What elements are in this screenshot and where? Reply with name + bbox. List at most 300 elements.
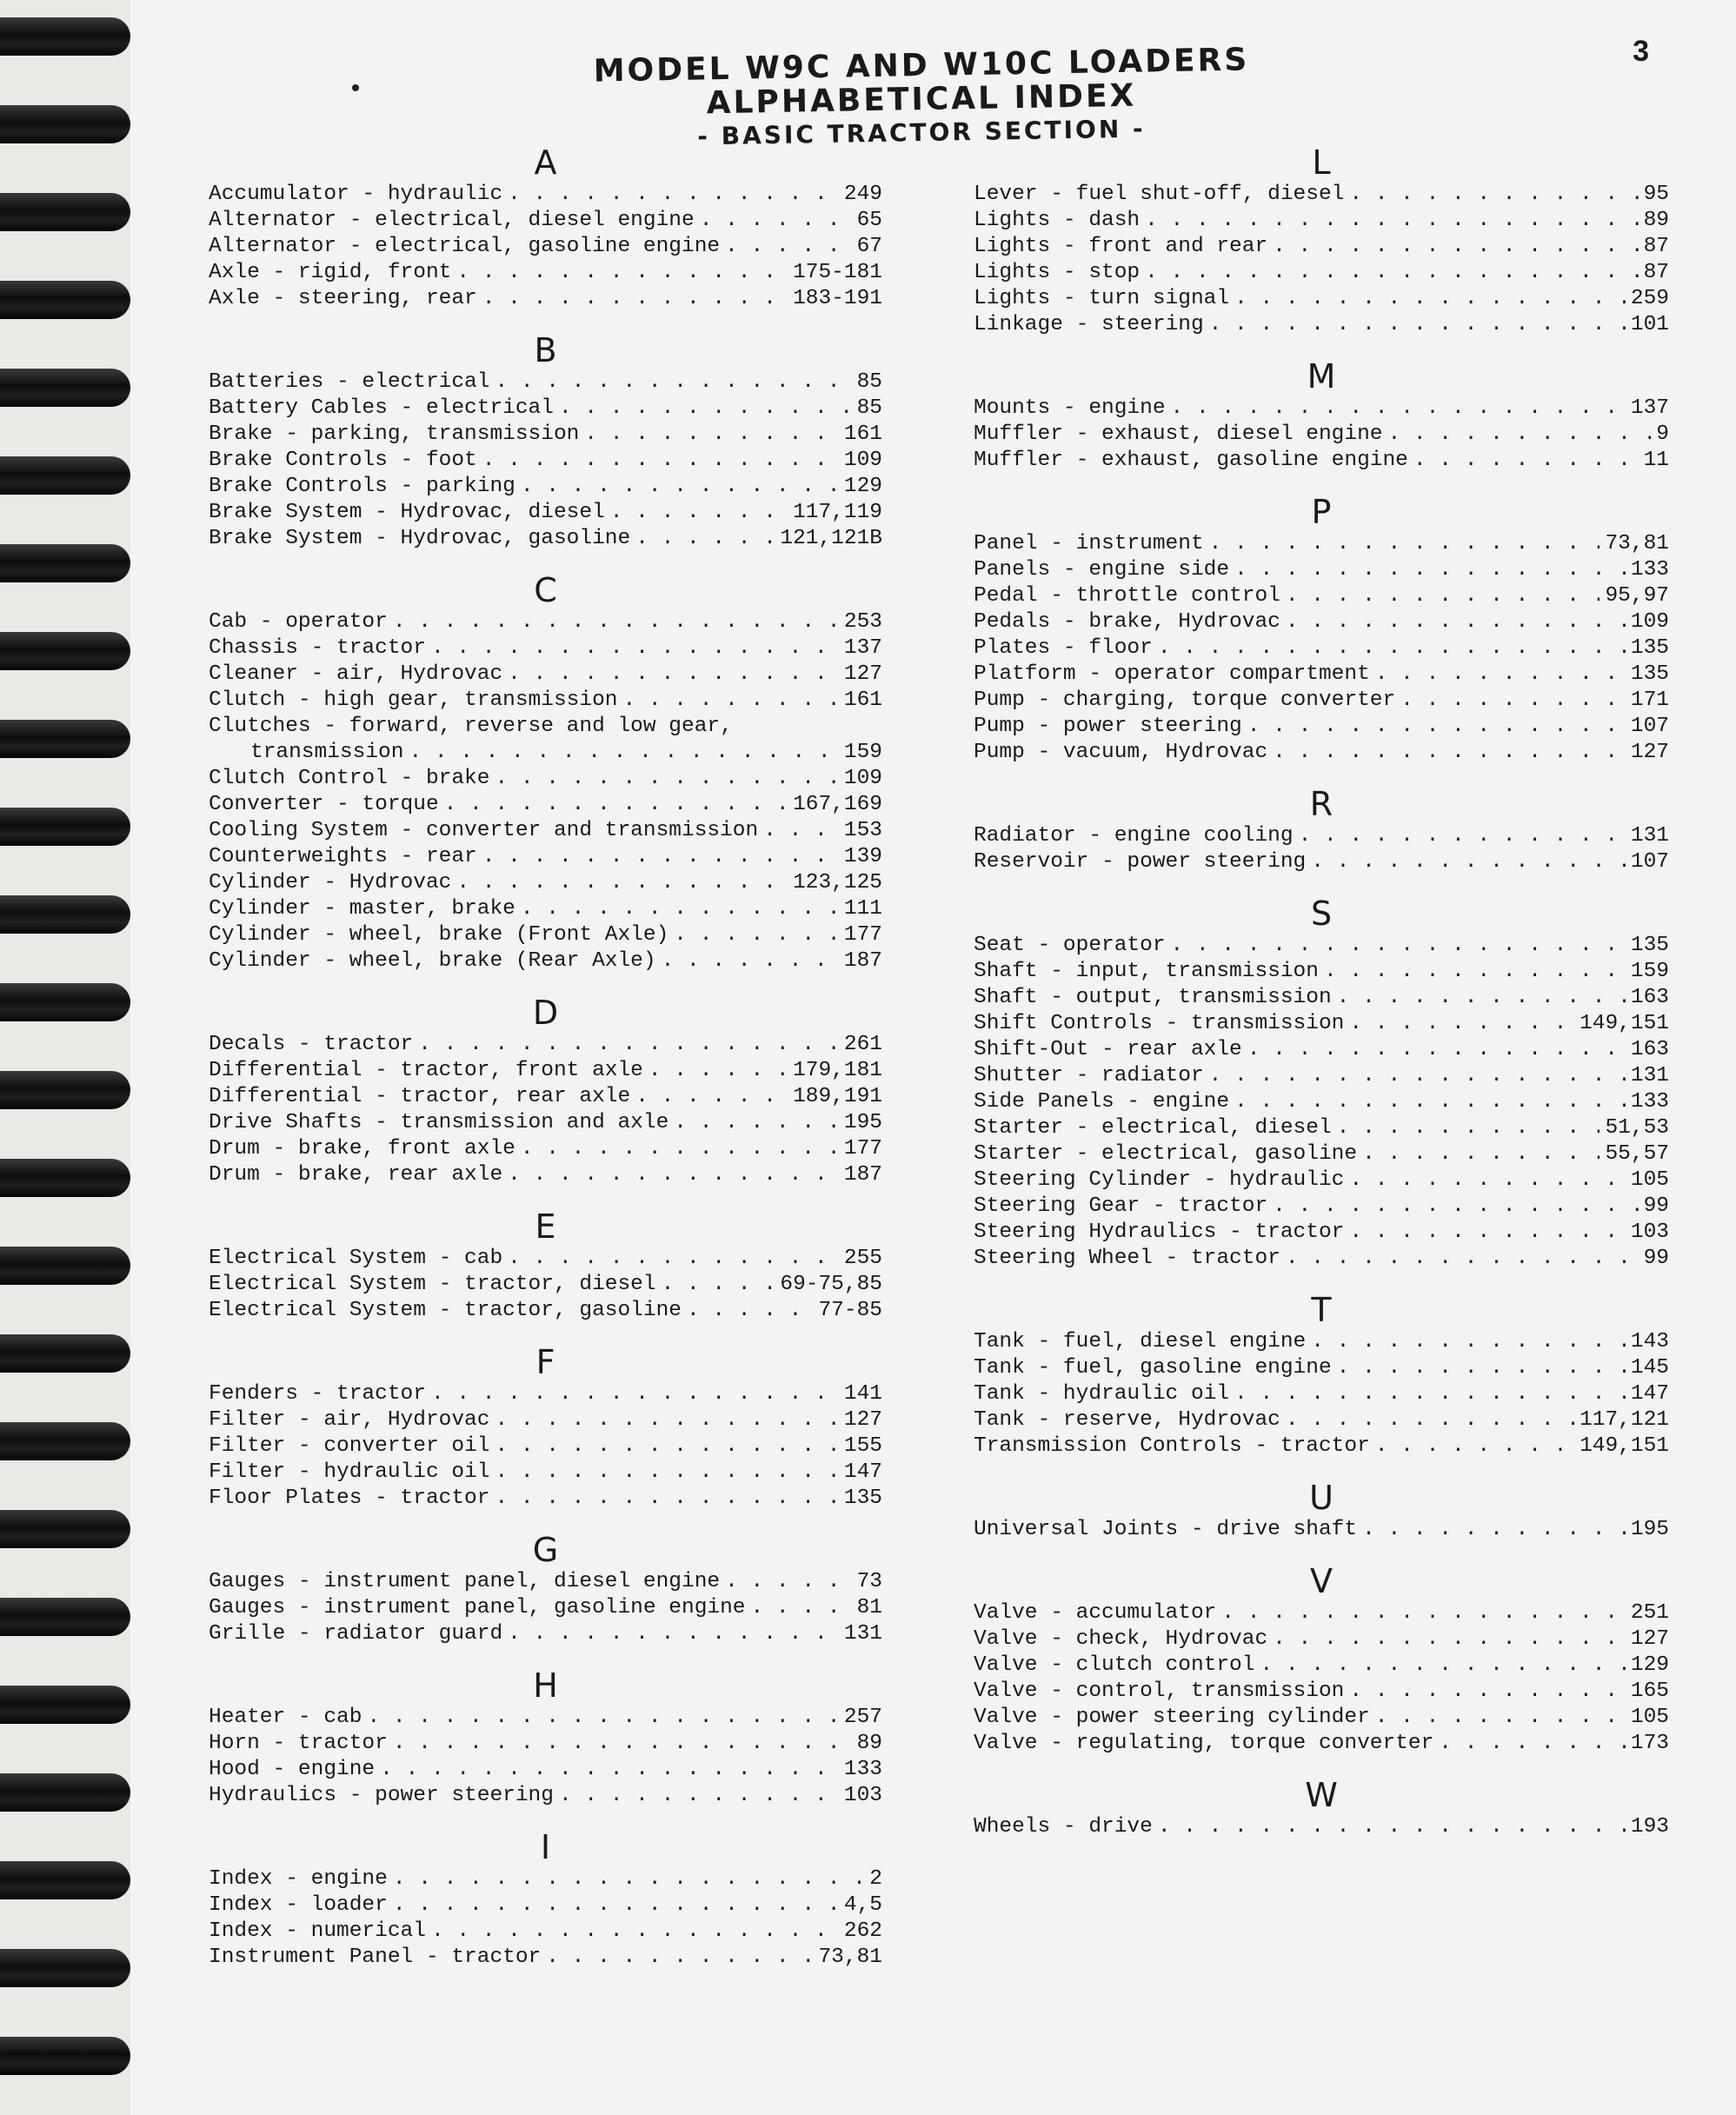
dot-leader <box>1375 1433 1574 1460</box>
entry-name: Differential - tractor, rear axle <box>209 1085 631 1108</box>
entry-name: Fenders - tractor <box>209 1382 426 1406</box>
index-section-t <box>974 1291 1669 1460</box>
index-entry <box>974 1600 1669 1626</box>
index-entry <box>974 1517 1669 1543</box>
entry-page: 73,81 <box>818 1945 882 1969</box>
entry-name: Muffler - exhaust, gasoline engine <box>974 449 1408 472</box>
index-entry <box>974 422 1669 448</box>
index-section-r <box>974 785 1669 875</box>
entry-page: 163 <box>1630 1038 1669 1061</box>
entry-page: 127 <box>1630 741 1669 764</box>
index-entry <box>209 1757 882 1783</box>
index-entry <box>974 985 1669 1011</box>
dot-leader <box>508 1162 839 1188</box>
section-letter: D <box>532 994 559 1032</box>
index-entry <box>974 959 1669 985</box>
index-entry <box>974 740 1669 766</box>
binding-coil <box>0 1598 130 1636</box>
entry-name: Battery Cables - electrical <box>209 396 554 420</box>
index-entry <box>974 1194 1669 1220</box>
index-entry <box>974 1705 1669 1731</box>
dot-leader <box>1158 1814 1626 1840</box>
entry-name: Clutches - forward, reverse and low gear, <box>209 715 733 738</box>
entry-name: Counterweights - rear <box>209 845 477 868</box>
entry-name: Shift-Out - rear axle <box>974 1038 1242 1061</box>
dot-leader <box>1247 1037 1626 1063</box>
index-entry <box>974 1731 1669 1757</box>
section-letter: P <box>1311 493 1332 531</box>
entry-page: 87 <box>1643 235 1669 258</box>
entry-page: 155 <box>843 1434 882 1458</box>
entry-page: 187 <box>843 1163 882 1187</box>
entry-name: Panel - instrument <box>974 532 1204 555</box>
entry-page: 51,53 <box>1605 1116 1669 1140</box>
entry-name: Shift Controls - transmission <box>974 1012 1345 1035</box>
entry-page: 117,119 <box>793 501 882 524</box>
entry-name: Starter - electrical, diesel <box>974 1116 1332 1140</box>
dot-leader <box>482 844 839 870</box>
dot-leader <box>1349 1167 1626 1194</box>
entry-name: Reservoir - power steering <box>974 850 1307 874</box>
dot-leader <box>1158 635 1626 662</box>
dot-leader <box>674 1110 839 1136</box>
entry-name: Steering Cylinder - hydraulic <box>974 1168 1345 1192</box>
entry-name: Brake System - Hydrovac, gasoline <box>209 527 631 550</box>
index-entry <box>974 1653 1669 1679</box>
dot-leader <box>521 1136 839 1162</box>
dot-leader <box>1337 985 1626 1011</box>
dot-leader <box>1362 1517 1626 1543</box>
dot-leader <box>559 396 852 422</box>
entry-page: 167,169 <box>793 793 882 816</box>
index-entry <box>209 500 882 526</box>
dot-leader <box>622 688 838 714</box>
index-entry <box>209 260 882 286</box>
entry-page: 133 <box>1630 558 1669 582</box>
dot-leader <box>1221 1600 1626 1626</box>
entry-page: 163 <box>1630 986 1669 1009</box>
entry-name: Universal Joints - drive shaft <box>974 1518 1358 1541</box>
binding-coil <box>0 1071 130 1109</box>
binding-coil <box>0 456 130 495</box>
entry-page: 133 <box>1630 1090 1669 1114</box>
index-entry <box>974 1329 1669 1355</box>
dot-leader <box>1286 609 1626 635</box>
index-entry <box>209 208 882 234</box>
index-entry <box>974 1355 1669 1381</box>
entry-name: Lights - front and rear <box>974 235 1268 258</box>
index-entry <box>974 1433 1669 1460</box>
entry-name: Seat - operator <box>974 934 1166 957</box>
entry-name: Valve - regulating, torque converter <box>974 1732 1434 1755</box>
index-entry <box>974 396 1669 422</box>
entry-name: Valve - power steering cylinder <box>974 1706 1370 1729</box>
index-section-m <box>974 357 1669 474</box>
entry-name: Electrical System - tractor, diesel <box>209 1273 656 1296</box>
entry-page: 183-191 <box>793 287 882 310</box>
dot-leader <box>662 948 839 974</box>
entry-name: transmission <box>250 741 404 764</box>
dot-leader <box>1387 422 1651 448</box>
entry-page: 131 <box>1630 824 1669 848</box>
index-entry <box>974 1063 1669 1089</box>
index-entry <box>974 1115 1669 1141</box>
binding-coil <box>0 983 130 1021</box>
entry-page: 101 <box>1630 313 1669 336</box>
entry-name: Index - numerical <box>209 1919 426 1943</box>
section-subtitle: - BASIC TRACTOR SECTION - <box>697 114 1146 151</box>
section-letter: W <box>1305 1776 1338 1814</box>
entry-page: 95,97 <box>1605 584 1669 608</box>
index-entry <box>209 948 882 974</box>
entry-page: 179,181 <box>793 1059 882 1082</box>
dot-leader <box>1375 662 1626 688</box>
dot-leader <box>1145 208 1638 234</box>
index-entry <box>974 208 1669 234</box>
index-entry <box>974 531 1669 557</box>
entry-name: Starter - electrical, gasoline <box>974 1142 1358 1166</box>
section-letter: C <box>534 571 557 609</box>
dot-leader <box>393 1731 852 1757</box>
dot-leader <box>635 526 775 552</box>
dot-leader <box>456 870 788 896</box>
entry-page: 261 <box>843 1033 882 1056</box>
index-entry <box>209 1381 882 1407</box>
entry-page: 255 <box>843 1247 882 1270</box>
entry-page: 133 <box>843 1758 882 1781</box>
entry-name: Panels - engine side <box>974 558 1230 582</box>
entry-name: Side Panels - engine <box>974 1090 1230 1114</box>
binding-coil <box>0 17 130 56</box>
entry-name: Steering Gear - tractor <box>974 1194 1268 1218</box>
binding-coil <box>0 1949 130 1987</box>
entry-page: 4,5 <box>843 1893 882 1917</box>
index-entry <box>209 1569 882 1595</box>
entry-page: 129 <box>1630 1653 1669 1677</box>
entry-name: Drive Shafts - transmission and axle <box>209 1111 669 1134</box>
dot-leader <box>1209 531 1600 557</box>
index-entry <box>209 1162 882 1188</box>
entry-name: Alternator - electrical, gasoline engine <box>209 235 721 258</box>
dot-leader <box>495 1433 838 1460</box>
entry-page: 111 <box>843 897 882 921</box>
entry-page: 95 <box>1643 183 1669 206</box>
index-entry <box>974 1814 1669 1840</box>
index-entry <box>209 1058 882 1084</box>
index-entry <box>209 1272 882 1298</box>
entry-page: 249 <box>843 183 882 206</box>
index-entry <box>209 1486 882 1512</box>
dot-leader <box>495 1486 838 1512</box>
dot-leader <box>635 1084 788 1110</box>
section-letter: F <box>535 1343 555 1381</box>
index-section-v <box>974 1562 1669 1757</box>
entry-page: 253 <box>843 610 882 634</box>
binding-coil <box>0 2037 130 2075</box>
entry-page: 127 <box>843 662 882 686</box>
entry-page: 69-75,85 <box>780 1273 882 1296</box>
entry-page: 145 <box>1630 1356 1669 1380</box>
entry-page: 257 <box>843 1706 882 1729</box>
binding-coil <box>0 720 130 758</box>
entry-name: Grille - radiator guard <box>209 1622 503 1646</box>
entry-page: 103 <box>843 1784 882 1807</box>
dot-leader <box>1273 1194 1638 1220</box>
index-section-u <box>974 1479 1669 1543</box>
entry-page: 135 <box>1630 636 1669 660</box>
entry-page: 2 <box>869 1867 882 1891</box>
index-section-w <box>974 1776 1669 1840</box>
entry-name: Accumulator - hydraulic <box>209 183 503 206</box>
spiral-binding <box>0 0 130 2115</box>
entry-name: Hydraulics - power steering <box>209 1784 554 1807</box>
entry-name: Muffler - exhaust, diesel engine <box>974 422 1383 446</box>
index-entry <box>974 448 1669 474</box>
dot-leader <box>1286 1246 1639 1272</box>
entry-page: 171 <box>1630 688 1669 712</box>
entry-name: Horn - tractor <box>209 1732 388 1755</box>
index-entry <box>209 1731 882 1757</box>
dot-leader <box>521 474 839 500</box>
index-entry <box>974 688 1669 714</box>
entry-name: Axle - steering, rear <box>209 287 477 310</box>
index-entry <box>209 870 882 896</box>
index-entry <box>209 369 882 396</box>
entry-name: Electrical System - cab <box>209 1247 503 1270</box>
entry-page: 143 <box>1630 1330 1669 1353</box>
entry-page: 147 <box>1630 1382 1669 1406</box>
document-title: MODEL W9C AND W10C LOADERS <box>593 42 1250 90</box>
binding-coil <box>0 544 130 582</box>
index-entry <box>209 1705 882 1731</box>
entry-page: 129 <box>843 475 882 498</box>
index-entry <box>209 1032 882 1058</box>
entry-page: 105 <box>1630 1706 1669 1729</box>
entry-name: Gauges - instrument panel, diesel engine <box>209 1570 721 1593</box>
dot-leader <box>1337 1115 1600 1141</box>
entry-name: Plates - floor <box>974 636 1153 660</box>
dot-leader <box>482 448 839 474</box>
entry-name: Valve - accumulator <box>974 1601 1217 1625</box>
dot-leader <box>1286 583 1600 609</box>
index-entry <box>974 823 1669 849</box>
dot-leader <box>700 208 852 234</box>
entry-page: 117,121 <box>1580 1408 1669 1432</box>
entry-name: Instrument Panel - tractor <box>209 1945 542 1969</box>
entry-page: 161 <box>843 422 882 446</box>
entry-page: 147 <box>843 1460 882 1484</box>
entry-page: 149,151 <box>1580 1012 1669 1035</box>
index-entry <box>209 1433 882 1460</box>
index-entry <box>209 714 882 740</box>
dot-leader <box>725 234 851 260</box>
index-section-e <box>209 1207 882 1324</box>
entry-page: 175-181 <box>793 261 882 284</box>
section-letter: V <box>1310 1562 1333 1600</box>
index-entry <box>974 849 1669 875</box>
index-entry <box>974 635 1669 662</box>
entry-page: 195 <box>1630 1518 1669 1541</box>
dot-leader <box>1273 234 1638 260</box>
entry-page: 99 <box>1643 1247 1669 1270</box>
index-entry <box>974 662 1669 688</box>
entry-page: 159 <box>843 741 882 764</box>
section-letter: B <box>534 331 557 369</box>
index-entry <box>974 1011 1669 1037</box>
index-entry <box>974 714 1669 740</box>
entry-page: 73,81 <box>1605 532 1669 555</box>
entry-page: 161 <box>843 688 882 712</box>
index-entry <box>209 1136 882 1162</box>
entry-page: 262 <box>843 1919 882 1943</box>
dot-leader <box>1260 1653 1625 1679</box>
dot-leader <box>393 609 839 635</box>
index-entry <box>209 234 882 260</box>
entry-page: 149,151 <box>1580 1434 1669 1458</box>
entry-name: Shaft - input, transmission <box>974 960 1319 983</box>
dot-leader <box>1439 1731 1626 1757</box>
dot-leader <box>1247 714 1626 740</box>
dot-leader <box>1171 396 1626 422</box>
index-entry <box>209 609 882 635</box>
entry-page: 109 <box>843 767 882 790</box>
entry-page: 109 <box>843 449 882 472</box>
index-left-column <box>209 143 882 1971</box>
entry-page: 123,125 <box>793 871 882 895</box>
index-entry <box>974 583 1669 609</box>
entry-page: 107 <box>1630 850 1669 874</box>
entry-name: Linkage - steering <box>974 313 1204 336</box>
entry-page: 251 <box>1630 1601 1669 1625</box>
dot-leader <box>393 1892 839 1919</box>
entry-name: Valve - control, transmission <box>974 1679 1345 1703</box>
dot-leader <box>1209 1063 1626 1089</box>
dot-leader <box>1273 1626 1626 1653</box>
index-right-column <box>974 143 1669 1840</box>
entry-page: 177 <box>843 1137 882 1161</box>
dot-leader <box>1349 182 1638 208</box>
section-letter: T <box>1311 1291 1332 1329</box>
entry-page: 165 <box>1630 1679 1669 1703</box>
dot-leader <box>495 369 851 396</box>
section-letter: I <box>540 1828 551 1866</box>
entry-name: Gauges - instrument panel, gasoline engine <box>209 1596 746 1620</box>
dot-leader <box>380 1757 839 1783</box>
dot-leader <box>409 740 838 766</box>
entry-name: Brake Controls - parking <box>209 475 515 498</box>
dot-leader <box>1349 1679 1626 1705</box>
entry-name: Pedal - throttle control <box>974 584 1280 608</box>
entry-name: Clutch - high gear, transmission <box>209 688 618 712</box>
index-title: ALPHABETICAL INDEX <box>706 77 1137 122</box>
index-entry <box>209 1892 882 1919</box>
index-entry <box>209 1945 882 1971</box>
dot-leader <box>610 500 788 526</box>
entry-page: 89 <box>1643 209 1669 232</box>
dot-leader <box>1400 688 1626 714</box>
dot-leader <box>521 896 839 922</box>
index-entry <box>209 792 882 818</box>
dot-leader <box>1209 312 1626 338</box>
index-entry <box>974 1037 1669 1063</box>
index-entry <box>209 182 882 208</box>
entry-page: 137 <box>1630 396 1669 420</box>
dot-leader <box>1413 448 1639 474</box>
section-letter: G <box>532 1531 559 1569</box>
index-entry <box>209 1460 882 1486</box>
entry-name: Alternator - electrical, diesel engine <box>209 209 695 232</box>
dot-leader <box>508 1621 839 1647</box>
entry-name: Heater - cab <box>209 1706 362 1729</box>
entry-name: Cooling System - converter and transmission <box>209 819 759 842</box>
index-entry <box>974 1246 1669 1272</box>
dot-leader <box>1337 1355 1626 1381</box>
index-entry <box>974 557 1669 583</box>
binding-coil <box>0 632 130 670</box>
index-entry <box>209 1866 882 1892</box>
index-entry <box>209 396 882 422</box>
index-section-f <box>209 1343 882 1512</box>
dot-leader <box>431 635 839 662</box>
entry-name: Filter - hydraulic oil <box>209 1460 490 1484</box>
dot-leader <box>1145 260 1638 286</box>
dot-leader <box>431 1919 839 1945</box>
index-entry <box>209 526 882 552</box>
entry-name: Drum - brake, front axle <box>209 1137 515 1161</box>
entry-name: Shaft - output, transmission <box>974 986 1332 1009</box>
entry-name: Filter - converter oil <box>209 1434 490 1458</box>
entry-page: 139 <box>843 845 882 868</box>
entry-name: Floor Plates - tractor <box>209 1486 490 1510</box>
dot-leader <box>1234 557 1626 583</box>
index-entry <box>209 1084 882 1110</box>
entry-name: Tank - hydraulic oil <box>974 1382 1230 1406</box>
page-number: 3 <box>1633 35 1649 68</box>
binding-coil <box>0 1861 130 1899</box>
entry-name: Cylinder - wheel, brake (Front Axle) <box>209 923 669 947</box>
dot-leader <box>1273 740 1626 766</box>
index-section-s <box>974 895 1669 1272</box>
dot-leader <box>1299 823 1626 849</box>
entry-name: Pump - power steering <box>974 715 1242 738</box>
entry-name: Brake System - Hydrovac, diesel <box>209 501 605 524</box>
index-section-a <box>209 143 882 312</box>
index-entry <box>209 448 882 474</box>
entry-name: Steering Hydraulics - tractor <box>974 1220 1345 1244</box>
index-entry <box>209 688 882 714</box>
entry-name: Pump - charging, torque converter <box>974 688 1396 712</box>
index-section-g <box>209 1531 882 1647</box>
index-entry <box>974 234 1669 260</box>
entry-page: 177 <box>843 923 882 947</box>
entry-name: Cylinder - Hydrovac <box>209 871 452 895</box>
index-section-l <box>974 143 1669 338</box>
entry-name: Valve - clutch control <box>974 1653 1255 1677</box>
index-section-p <box>974 493 1669 766</box>
index-entry <box>974 1407 1669 1433</box>
entry-name: Differential - tractor, front axle <box>209 1059 643 1082</box>
entry-name: Tank - reserve, Hydrovac <box>974 1408 1280 1432</box>
binding-coil <box>0 895 130 934</box>
index-entry <box>974 182 1669 208</box>
entry-page: 105 <box>1630 1168 1669 1192</box>
entry-page: 99 <box>1643 1194 1669 1218</box>
dot-leader <box>1349 1220 1626 1246</box>
entry-name: Index - engine <box>209 1867 388 1891</box>
entry-name: Chassis - tractor <box>209 636 426 660</box>
dot-leader <box>1362 1141 1600 1167</box>
binding-coil <box>0 1334 130 1373</box>
